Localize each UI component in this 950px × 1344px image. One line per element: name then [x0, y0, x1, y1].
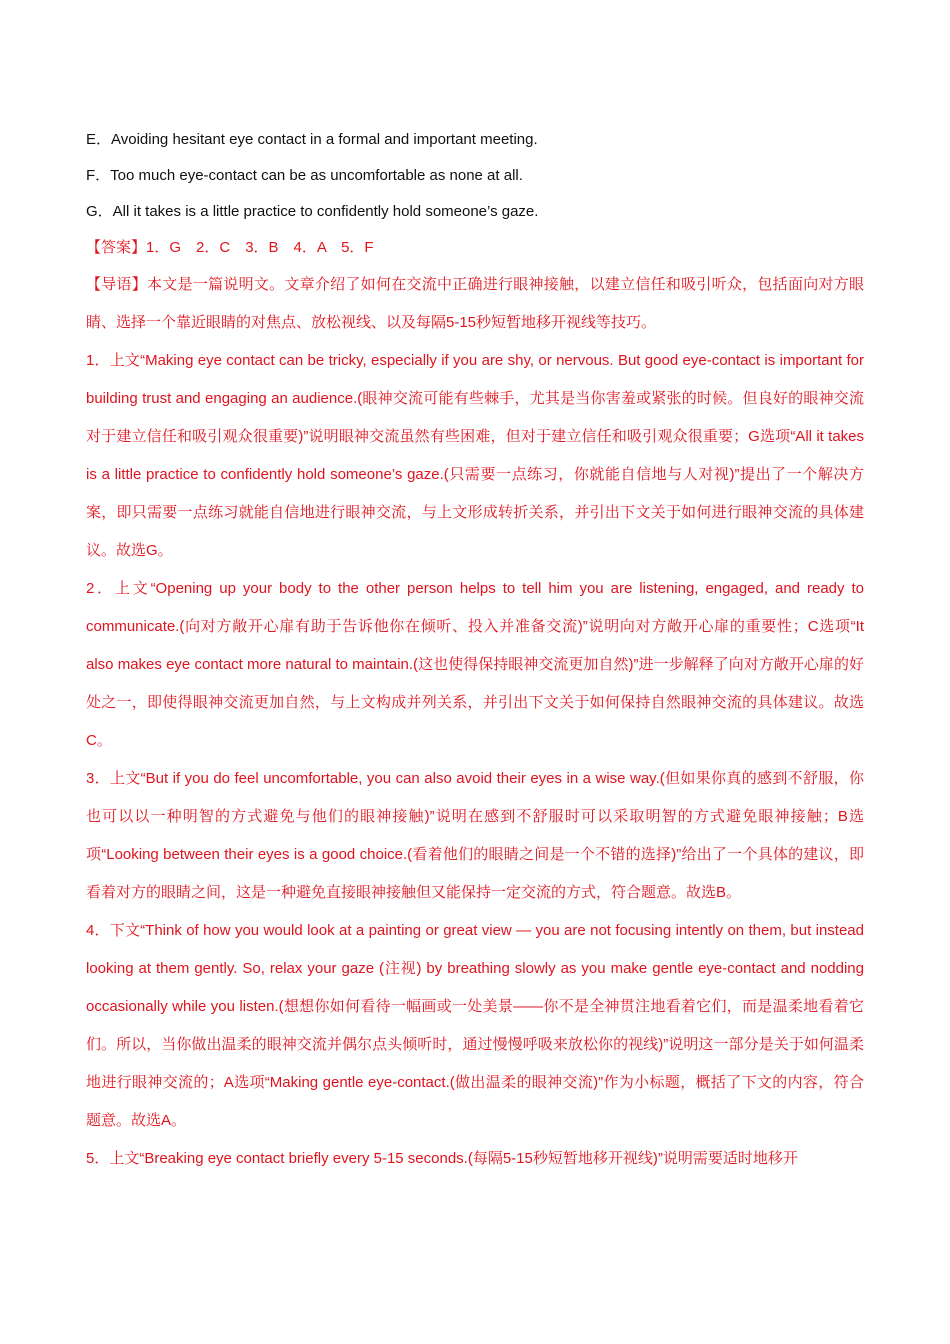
document-page [86, 122, 864, 1178]
explanation-4: 4．下文“Think of how you would look at a painting or great view — you are not focusing intently on them, but instead looking at them gently. So, relax your gaze (注视) by breathing slowly as you make gentle eye-contact and nodding occasionally while you listen.(想想你如何看待一幅画或一处美景——你不是全神贯注地看着它们，而是温柔地看着它们。所以，当你做出温柔的眼神交流并偶尔点头倾听时，通过慢慢呼吸来放松你的视线)”说明这一部分是关于如何温柔地进行眼神交流的；A选项“Making gentle eye-contact.(做出温柔的眼神交流)”作为小标题，概括了下文的内容，符合题意。故选A。 [86, 922, 864, 1129]
explanation-5: 5．上文“Breaking eye contact briefly every 5-15 seconds.(每隔5-15秒短暂地移开视线)”说明需要适时地移开 [86, 1150, 798, 1167]
explanation-2: 2．上文“Opening up your body to the other person helps to tell him you are listening, engaged, and ready to communicate.(向对方敞开心扉有助于告诉他你在倾听、投入并准备交流)”说明向对方敞开心扉的重要性；C选项“It also makes eye contact more natural to maintain.(这也使得保持眼神交流更加自然)”进一步解释了向对方敞开心扉的好处之一，即使得眼神交流更加自然，与上文构成并列关系，并引出下文关于如何保持自然眼神交流的具体建议。故选C。 [86, 580, 864, 749]
option-f: F．Too much eye-contact can be as uncomfortable as none at all. [86, 167, 523, 184]
explanation-3: 3．上文“But if you do feel uncomfortable, you can also avoid their eyes in a wise way.(但如果你真的感到不舒服，你也可以以一种明智的方式避免与他们的眼神接触)”说明在感到不舒服时可以采取明智的方式避免眼神接触；B选项“Looking between their eyes is a good choice.(看着他们的眼睛之间是一个不错的选择)”给出了一个具体的建议，即看着对方的眼睛之间，这是一种避免直接眼神接触但又能保持一定交流的方式，符合题意。故选B。 [86, 770, 864, 901]
answer-line [86, 230, 864, 266]
guide-text: 本文是一篇说明文。文章介绍了如何在交流中正确进行眼神接触，以建立信任和吸引听众，包括面向对方眼睛、选择一个靠近眼睛的对焦点、放松视线、以及每隔5-15秒短暂地移开视线等技巧。 [86, 276, 864, 331]
option-e: E．Avoiding hesitant eye contact in a formal and important meeting. [86, 131, 538, 148]
guide-paragraph [86, 266, 864, 342]
option-g: G．All it takes is a little practice to confidently hold someone’s gaze. [86, 203, 539, 220]
answer-label: 【答案】 [86, 239, 147, 256]
guide-label: 【导语】 [86, 276, 148, 293]
explanation-1: 1．上文“Making eye contact can be tricky, especially if you are shy, or nervous. But good eye-contact is important for building trust and engaging an audience.(眼神交流可能有些棘手，尤其是当你害羞或紧张的时候。但良好的眼神交流对于建立信任和吸引观众很重要)”说明眼神交流虽然有些困难，但对于建立信任和吸引观众很重要；G选项“All it takes is a little practice to confidently hold someone’s gaze.(只需要一点练习，你就能自信地与人对视)”提出了一个解决方案，即只需要一点练习就能自信地进行眼神交流，与上文形成转折关系，并引出下文关于如何进行眼神交流的具体建议。故选G。 [86, 352, 864, 559]
answer-text: 1．G 2．C 3．B 4．A 5．F [146, 239, 374, 256]
